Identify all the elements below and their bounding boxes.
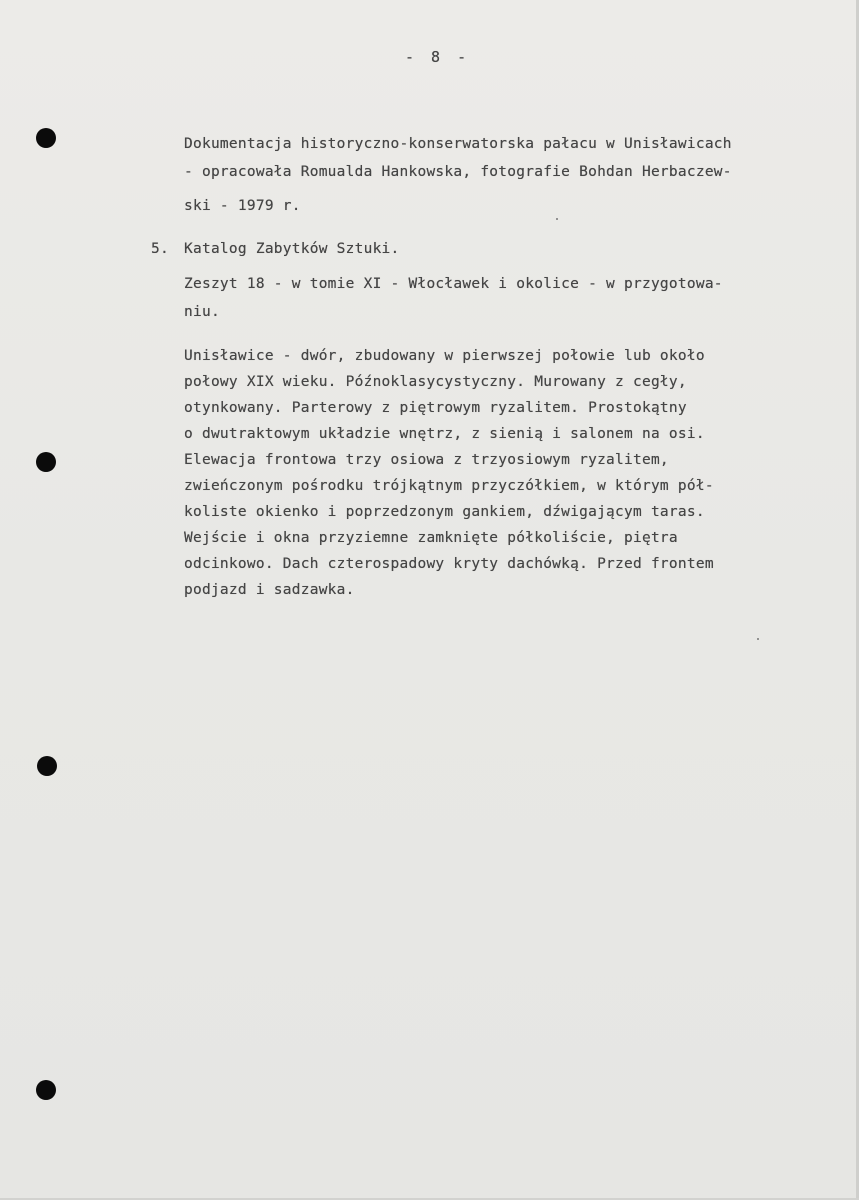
doc-reference-line-2: - opracowała Romualda Hankowska, fotografie Bohdan Herbaczew- bbox=[184, 164, 732, 180]
speck bbox=[757, 638, 759, 640]
item-number: 5. bbox=[151, 241, 169, 257]
punch-hole-2 bbox=[36, 452, 56, 472]
item-title: Katalog Zabytków Sztuki. bbox=[184, 241, 400, 257]
description-line: zwieńczonym pośrodku trójkątnym przyczółkiem, w którym pół- bbox=[184, 478, 714, 494]
description-line: o dwutraktowym układzie wnętrz, z sienią i salonem na osi. bbox=[184, 426, 705, 442]
description-line: Wejście i okna przyziemne zamknięte półkoliście, piętra bbox=[184, 530, 678, 546]
description-line: otynkowany. Parterowy z piętrowym ryzalitem. Prostokątny bbox=[184, 400, 687, 416]
description-line: odcinkowo. Dach czterospadowy kryty dachówką. Przed frontem bbox=[184, 556, 714, 572]
punch-hole-1 bbox=[36, 128, 56, 148]
description-line: Elewacja frontowa trzy osiowa z trzyosiowym ryzalitem, bbox=[184, 452, 669, 468]
item-detail-line-2: niu. bbox=[184, 304, 220, 320]
description-line: Unisławice - dwór, zbudowany w pierwszej połowie lub około bbox=[184, 348, 705, 364]
page-number: - 8 - bbox=[405, 48, 471, 66]
item-detail-line-1: Zeszyt 18 - w tomie XI - Włocławek i okolice - w przygotowa- bbox=[184, 276, 723, 292]
description-line: koliste okienko i poprzedzonym gankiem, dźwigającym taras. bbox=[184, 504, 705, 520]
description-line: podjazd i sadzawka. bbox=[184, 582, 355, 598]
speck bbox=[556, 218, 558, 220]
punch-hole-4 bbox=[36, 1080, 56, 1100]
doc-reference-line-1: Dokumentacja historyczno-konserwatorska pałacu w Unisławicach bbox=[184, 136, 732, 152]
punch-hole-3 bbox=[37, 756, 57, 776]
description-line: połowy XIX wieku. Późnoklasycystyczny. Murowany z cegły, bbox=[184, 374, 687, 390]
doc-reference-line-3: ski - 1979 r. bbox=[184, 198, 301, 214]
